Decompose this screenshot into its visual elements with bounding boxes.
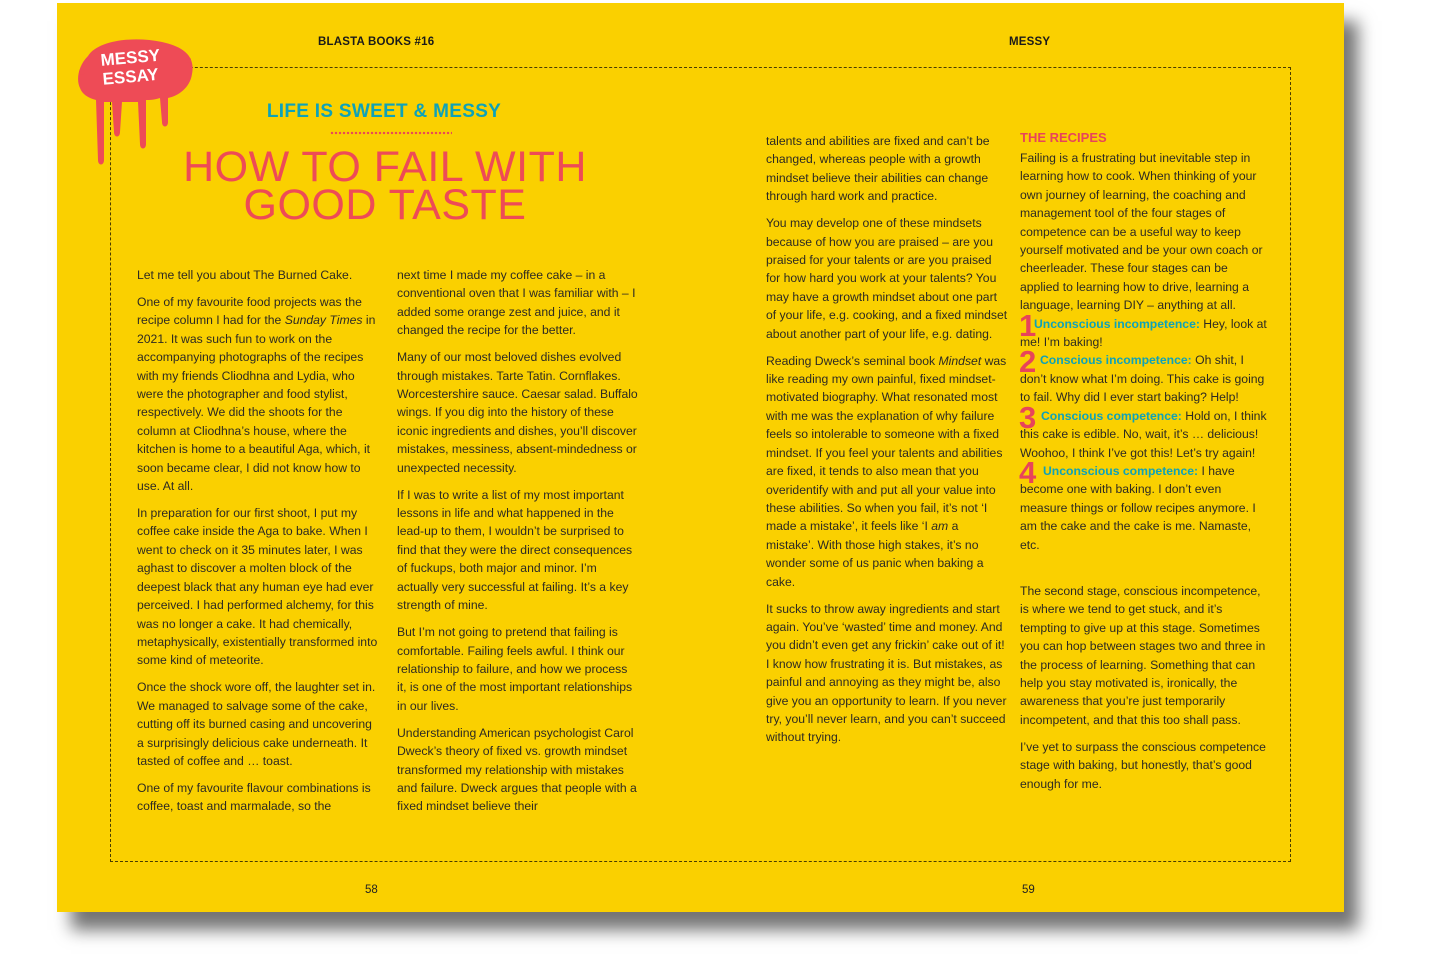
paragraph: It sucks to throw away ingredients and start again. You’ve ‘wasted’ time and money. And you didn’t even get any frickin’ cake out of it! I know how frustrating it is. But mistakes, as painful and annoying as they might be, also give you an opportunity to learn. If you never try, you’ll never learn, and you can’t succeed without trying. (766, 601, 1007, 745)
page-number-right: 59 (1022, 884, 1035, 896)
paragraph: Let me tell you about The Burned Cake. (137, 268, 353, 282)
paragraph: talents and abilities are fixed and can’t be changed, whereas people with a growth mindset believe their abilities can change through hard work and practice. (766, 134, 990, 204)
paragraph: One of my favourite flavour combinations is coffee, toast and marmalade, so the (137, 780, 371, 814)
paragraph: Reading Dweck’s seminal book Mindset was like reading my own painful, fixed mindset-motivated biography. What resonated most with me was the explanation of why failure feels so intolerable to someone with a fixed mindset. If you feel your talents and abilities are fixed, it tends to also mean that you overidentify with and put all your value into these abilities. So when you fail, it’s not ‘I made a mistake’, it feels like ‘I am a mistake’. With those high stakes, it’s no wonder some of us panic when baking a cake. (766, 353, 1007, 589)
running-head-right: MESSY (1009, 36, 1051, 48)
badge-line-2: ESSAY (101, 64, 160, 89)
dotted-underline (330, 131, 452, 135)
stage-label: Unconscious competence: (1043, 463, 1199, 478)
paragraph: In preparation for our first shoot, I put my coffee cake inside the Aga to bake. When I went to check on it 35 minutes later, I was aghast to discover a molten block of the deepest black that any human eye had ever perceived. I had performed alchemy, for this was no longer a cake. It had chemically, metaphysically, existentially transformed into some kind of meteorite. (137, 506, 378, 668)
paragraph: One of my favourite food projects was the recipe column I had for the Sunday Times in 2021. It was such fun to work on the accompanying photographs of the recipes with my friends Cliodhna and Lydia, who were the photographer and food stylist, respectively. We did the shoots for the column at Cliodhna’s house, where the kitchen is home to a beautiful Aga, which, it soon became clear, I did not know how to use. At all. (137, 295, 376, 494)
page-number-left: 58 (365, 884, 378, 896)
paragraph: Once the shock wore off, the laughter set in. We managed to salvage some of the cake, cutting off its burned casing and uncovering a surprisingly delicious cake underneath. It tasted of coffee and … toast. (137, 680, 376, 768)
paragraph: Failing is a frustrating but inevitable step in learning how to cook. When thinking of your own journey of learning, the coaching and management tool of the four stages of competence can be a useful way to keep yourself motivated and be your own coach or cheerleader. These four stages can be applied to learning how to drive, learning a language, learning DIY – anything at all. (1020, 151, 1263, 313)
stage-item (1019, 344, 1270, 406)
article-title (150, 143, 620, 229)
stage-label: Unconscious incompetence: (1034, 316, 1200, 331)
text-column-3 (766, 132, 1008, 755)
title-line-1: HOW TO FAIL WITH (183, 143, 587, 191)
text-column-4 (1020, 129, 1270, 802)
stage-text: Hold on, I think this cake is edible. No, wait, it’s … delicious! Woohoo, I think I’ve got this! Let’s try again! (1020, 408, 1267, 460)
stage-number: 3 (1019, 399, 1037, 435)
article-kicker: LIFE IS SWEET & MESSY (266, 101, 502, 122)
paragraph: next time I made my coffee cake – in a conventional oven that I was familiar with – I added some orange zest and juice, and it changed the recipe for the better. (397, 268, 636, 338)
stage-label: Conscious incompetence: (1040, 353, 1192, 368)
running-head-left: BLASTA BOOKS #16 (318, 36, 435, 48)
stage-label: Conscious competence: (1041, 408, 1182, 423)
text-column-1 (137, 266, 379, 824)
stage-number: 4 (1019, 454, 1037, 490)
stage-text: I have become one with baking. I don’t even measure things or follow recipes anymore. I am the cake and the cake is me. Namaste, etc. (1020, 463, 1256, 552)
badge-line-1: MESSY (99, 45, 161, 70)
title-line-2: GOOD TASTE (243, 181, 527, 229)
stage-text: Hey, look at me! I’m baking! (1020, 316, 1267, 350)
paint-drop (79, 69, 85, 75)
paragraph: You may develop one of these mindsets because of how you are praised – are you praised for your talents or are you praised for how hard you work at your talents? You may have a growth mindset about one part of your life, e.g. cooking, and a fixed mindset about another part of your life, e.g. dating. (766, 216, 1008, 341)
paragraph: If I was to write a list of my most important lessons in life and what happened in the lead-up to them, I wouldn’t be surprised to find that they were the direct consequences of fuckups, both major and minor. I’m actually very successful at failing. It’s a key strength of mine. (397, 487, 633, 613)
paragraph: Understanding American psychologist Carol Dweck’s theory of fixed vs. growth mindset transformed my relationship with mistakes and failure. Dweck argues that people with a fixed mindset believe their (397, 725, 637, 814)
paragraph: The second stage, conscious incompetence, is where we tend to get stuck, and it’s tempting to give up at this stage. Sometimes you can hop between stages two and three in the process of learning. Something that can help you stay motivated is, ironically, the awareness that you’re just temporarily incompetent, and that this too shall pass. (1020, 583, 1266, 727)
paint-drop (185, 57, 191, 63)
stage-text: Oh shit, I don’t know what I’m doing. This cake is going to fail. Why did I ever start baking? Help! (1020, 353, 1265, 405)
stage-item (1019, 307, 1270, 352)
paragraph: Many of our most beloved dishes evolved through mistakes. Tarte Tatin. Cornflakes. Worcestershire sauce. Caesar salad. Buffalo wings. If you dig into the history of these iconic ingredients and dishes, you’ll discover mistakes, messiness, absent-mindedness or unexpected necessity. (397, 350, 638, 475)
stage-number: 2 (1019, 344, 1037, 380)
paragraph: I’ve yet to surpass the conscious competence stage with baking, but honestly, that’s good enough for me. (1020, 739, 1266, 791)
stage-item (1019, 454, 1270, 554)
paragraph: But I’m not going to pretend that failing is comfortable. Failing feels awful. I think our relationship to failure, and how we process it, is one of the most important relationships in our lives. (397, 625, 633, 713)
stage-item (1019, 399, 1270, 462)
stage-number: 1 (1019, 307, 1037, 343)
text-column-2 (397, 266, 639, 824)
recipes-heading: THE RECIPES (1020, 130, 1107, 145)
